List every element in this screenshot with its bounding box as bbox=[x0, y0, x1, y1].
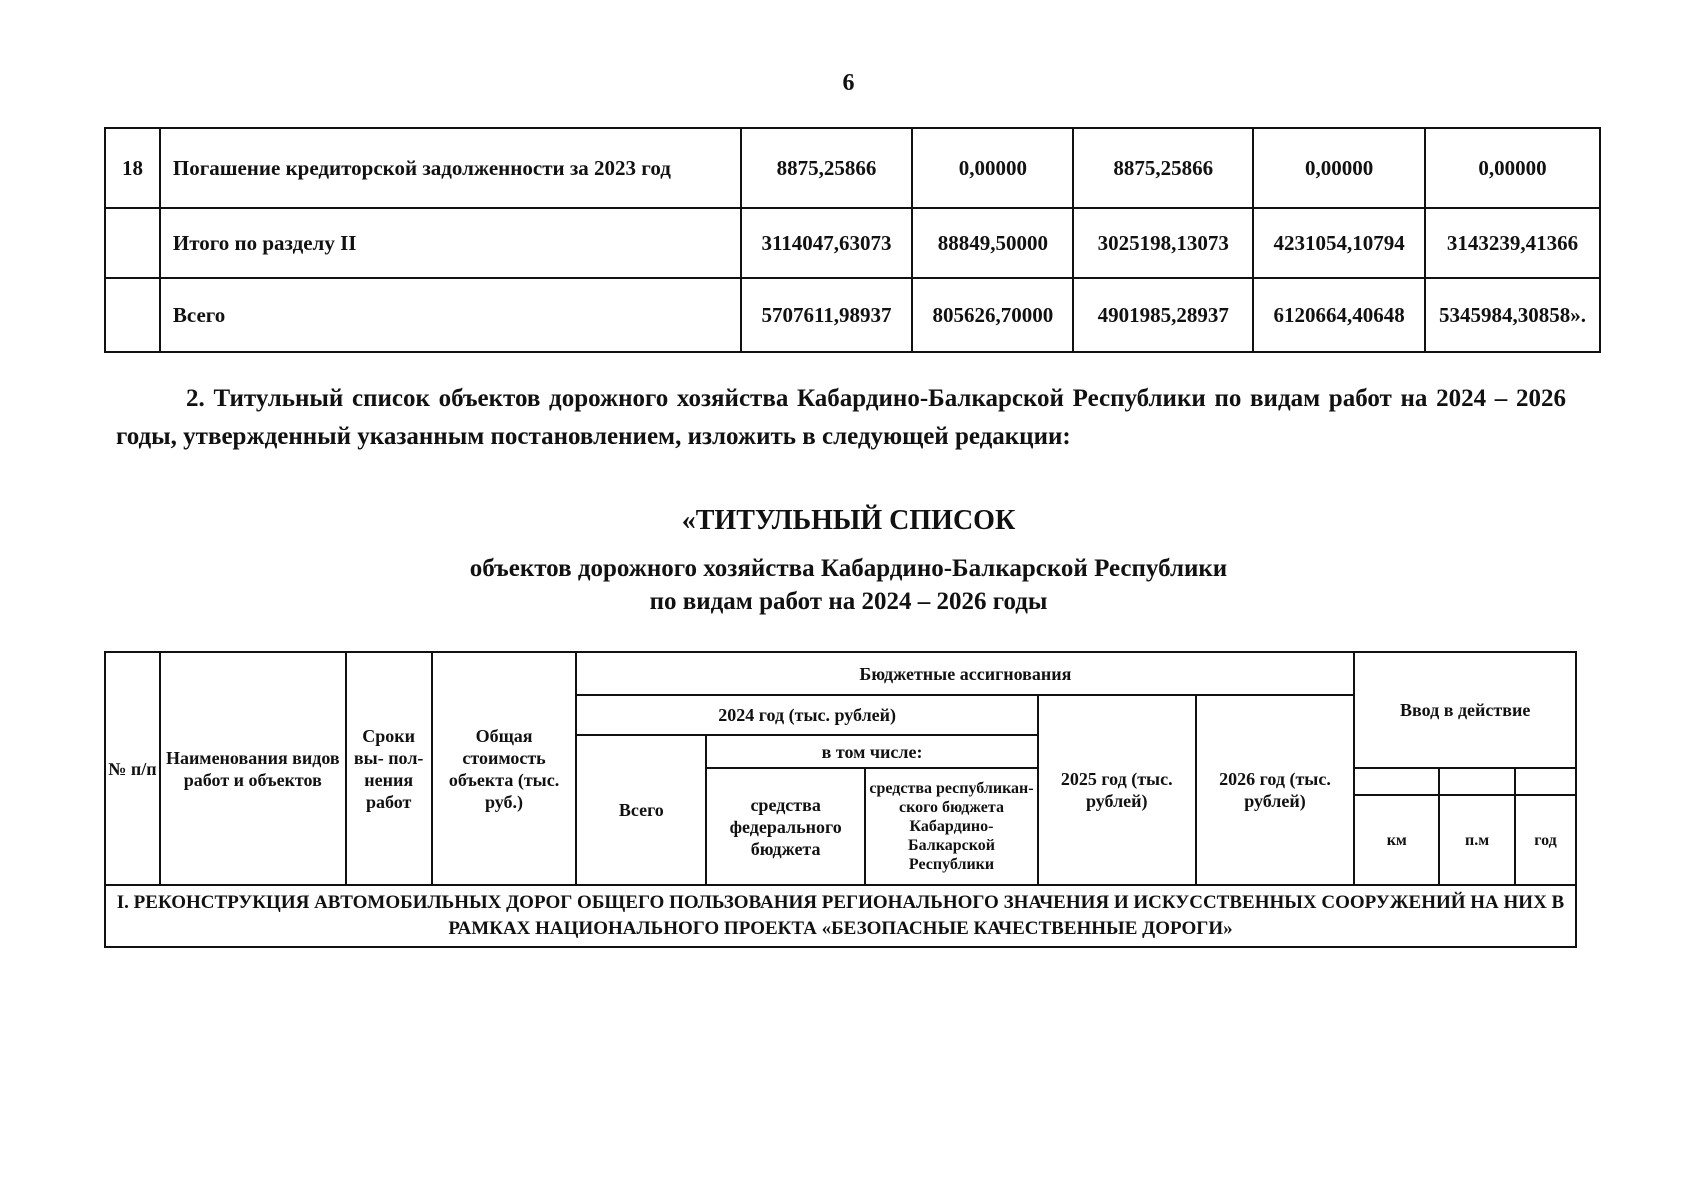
cell-value: 805626,70000 bbox=[912, 278, 1073, 352]
cell-value: 3143239,41366 bbox=[1425, 208, 1600, 278]
cell-value: 0,00000 bbox=[912, 128, 1073, 208]
cell-value: 0,00000 bbox=[1425, 128, 1600, 208]
header-year-2026: 2026 год (тыс. рублей) bbox=[1196, 695, 1355, 885]
row-name: Итого по разделу II bbox=[160, 208, 741, 278]
table-row bbox=[105, 208, 1600, 278]
header-total: Всего bbox=[576, 735, 706, 885]
header-terms: Сроки вы- пол- нения работ bbox=[346, 652, 432, 885]
list-subtitle: объектов дорожного хозяйства Кабардино-Балкарской Республики bbox=[469, 555, 1228, 582]
header-name: Наименования видов работ и объектов bbox=[160, 652, 346, 885]
row-number: 18 bbox=[105, 128, 160, 208]
cell-value: 5345984,30858». bbox=[1425, 278, 1600, 352]
cell-value: 8875,25866 bbox=[1073, 128, 1253, 208]
header-year-2024: 2024 год (тыс. рублей) bbox=[576, 695, 1037, 735]
cell-value: 3114047,63073 bbox=[741, 208, 913, 278]
cell-value: 88849,50000 bbox=[912, 208, 1073, 278]
header-including: в том числе: bbox=[706, 735, 1038, 768]
title-list-table bbox=[104, 651, 1577, 948]
row-name: Всего bbox=[160, 278, 741, 352]
row-number bbox=[105, 208, 160, 278]
cell-value: 3025198,13073 bbox=[1073, 208, 1253, 278]
cell-value: 5707611,98937 bbox=[741, 278, 913, 352]
header-year-2025: 2025 год (тыс. рублей) bbox=[1038, 695, 1196, 885]
header-blank bbox=[1439, 768, 1515, 795]
row-name: Погашение кредиторской задолженности за 2023 год bbox=[160, 128, 741, 208]
header-commissioning: Ввод в действие bbox=[1354, 652, 1576, 768]
row-number bbox=[105, 278, 160, 352]
header-budget: Бюджетные ассигнования bbox=[576, 652, 1354, 695]
amendment-paragraph: 2. Титульный список объектов дорожного хозяйства Кабардино-Балкарской Республики по видам работ на 2024 – 2026 годы, утвержденный указанным постановлением, изложить в следующей редакции: bbox=[116, 385, 1566, 450]
list-subtitle: по видам работ на 2024 – 2026 годы bbox=[649, 588, 1048, 615]
header-total-cost: Общая стоимость объекта (тыс. руб.) bbox=[432, 652, 577, 885]
header-number: № п/п bbox=[105, 652, 160, 885]
header-blank bbox=[1354, 768, 1439, 795]
table-row bbox=[105, 278, 1600, 352]
cell-value: 4231054,10794 bbox=[1253, 208, 1425, 278]
header-federal: средства федерального бюджета bbox=[706, 768, 865, 885]
cell-value: 4901985,28937 bbox=[1073, 278, 1253, 352]
page-number: 6 bbox=[842, 70, 855, 96]
header-blank bbox=[1515, 768, 1576, 795]
header-year: год bbox=[1515, 795, 1576, 885]
section-row bbox=[105, 885, 1576, 947]
cell-value: 6120664,40648 bbox=[1253, 278, 1425, 352]
section-title: I. РЕКОНСТРУКЦИЯ АВТОМОБИЛЬНЫХ ДОРОГ ОБЩЕГО ПОЛЬЗОВАНИЯ РЕГИОНАЛЬНОГО ЗНАЧЕНИЯ И ИСКУССТВЕННЫХ СООРУЖЕНИЙ НА НИХ В РАМКАХ НАЦИОНАЛЬНОГО ПРОЕКТА «БЕЗОПАСНЫЕ КАЧЕСТВЕННЫЕ ДОРОГИ» bbox=[105, 885, 1576, 947]
cell-value: 0,00000 bbox=[1253, 128, 1425, 208]
cell-value: 8875,25866 bbox=[741, 128, 913, 208]
header-republican: средства республикан- ского бюджета Кабардино- Балкарской Республики bbox=[865, 768, 1038, 885]
list-title: «ТИТУЛЬНЫЙ СПИСОК bbox=[681, 505, 1016, 536]
summary-table bbox=[104, 127, 1601, 353]
header-km: км bbox=[1354, 795, 1439, 885]
header-pm: п.м bbox=[1439, 795, 1515, 885]
table-row bbox=[105, 128, 1600, 208]
